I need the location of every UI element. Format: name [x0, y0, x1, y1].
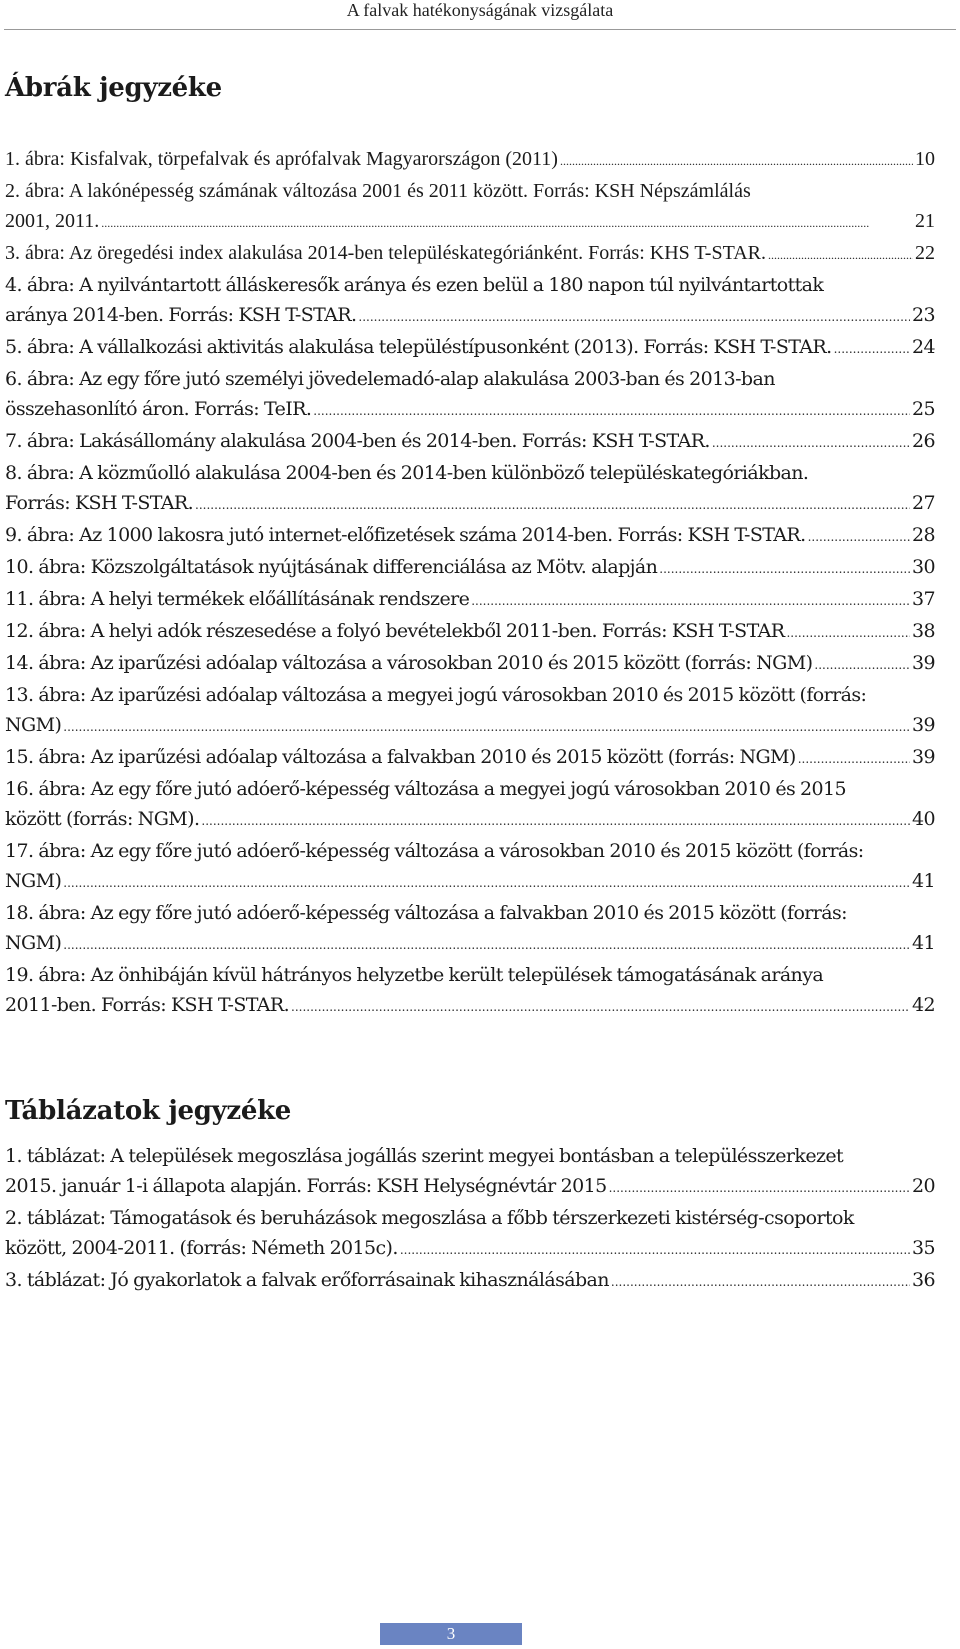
figure-entry[interactable]	[5, 332, 935, 364]
figure-entry-title: 4. ábra: A nyilvántartott álláskeresők aránya és ezen belül a 180 napon túl nyilvántartottak	[5, 274, 824, 296]
figure-entry[interactable]	[5, 364, 935, 426]
dot-leader	[798, 744, 910, 774]
dot-leader	[313, 396, 910, 426]
figure-entry[interactable]	[5, 458, 935, 520]
figure-entry-title-end: 10. ábra: Közszolgáltatások nyújtásának differenciálása az Mötv. alapján	[5, 552, 659, 582]
figure-entry[interactable]	[5, 960, 935, 1022]
dot-leader	[814, 650, 910, 680]
page-number-badge	[380, 1623, 522, 1645]
figure-entry-title-end: 15. ábra: Az iparűzési adóalap változása a falvakban 2010 és 2015 között (forrás: NGM)	[5, 742, 798, 772]
dot-leader	[834, 334, 910, 364]
figure-entry-page-number: 41	[912, 870, 935, 892]
table-entry-page-number: 36	[912, 1269, 935, 1291]
figure-entry[interactable]	[5, 836, 935, 898]
figure-entry[interactable]	[5, 648, 935, 680]
figure-entry-title: 8. ábra: A közműolló alakulása 2004-ben és 2014-ben különböző településkategóriákban.	[5, 462, 809, 484]
figure-entry-title-end: NGM)	[5, 710, 63, 740]
figure-entry-title-end: 12. ábra: A helyi adók részesedése a folyó bevételekből 2011-ben. Forrás: KSH T-STAR	[5, 616, 786, 646]
figure-entry[interactable]	[5, 552, 935, 584]
dot-leader	[63, 712, 910, 742]
running-title: A falvak hatékonyságának vizsgálata	[346, 0, 614, 20]
tables-list	[5, 1141, 935, 1297]
figure-entry-page-number: 25	[912, 398, 935, 420]
figure-entry[interactable]	[5, 426, 935, 458]
dot-leader	[400, 1235, 910, 1265]
table-entry-page-number: 20	[912, 1175, 935, 1197]
running-header	[0, 0, 960, 30]
figure-entry-title-end: 14. ábra: Az iparűzési adóalap változása a városokban 2010 és 2015 között (forrás: NGM)	[5, 648, 814, 678]
figure-entry-title-end: 3. ábra: Az öregedési index alakulása 2014-ben településkategóriánként. Forrás: KHS T-STAR.	[5, 238, 768, 268]
figure-entry[interactable]	[5, 680, 935, 742]
figure-entry-title-end: aránya 2014-ben. Forrás: KSH T-STAR.	[5, 300, 358, 330]
figures-list	[5, 144, 935, 1022]
dot-leader	[358, 302, 910, 332]
figure-entry-page-number: 27	[912, 492, 935, 514]
dot-leader	[101, 208, 913, 238]
dot-leader	[291, 992, 910, 1022]
figure-entry[interactable]	[5, 774, 935, 836]
figure-entry-title-end: 5. ábra: A vállalkozási aktivitás alakulása településtípusonként (2013). Forrás: KSH T-STAR.	[5, 332, 834, 362]
figure-entry-page-number: 30	[912, 556, 935, 578]
figure-entry[interactable]	[5, 898, 935, 960]
dot-leader	[63, 868, 910, 898]
figure-entry-page-number: 37	[912, 588, 935, 610]
figure-entry-page-number: 21	[915, 210, 935, 232]
tables-list-heading: Táblázatok jegyzéke	[5, 1096, 292, 1126]
figure-entry[interactable]	[5, 616, 935, 648]
table-entry[interactable]	[5, 1265, 935, 1297]
dot-leader	[560, 146, 913, 176]
figure-entry-page-number: 28	[912, 524, 935, 546]
figure-entry[interactable]	[5, 742, 935, 774]
dot-leader	[201, 806, 910, 836]
table-entry-page-number: 35	[912, 1237, 935, 1259]
table-entry-title-end: 2015. január 1-i állapota alapján. Forrás: KSH Helységnévtár 2015	[5, 1171, 609, 1201]
figure-entry-title-end: 2011-ben. Forrás: KSH T-STAR.	[5, 990, 291, 1020]
figure-entry-title-end: 2001, 2011.	[5, 206, 101, 236]
page-number: 3	[446, 1624, 456, 1643]
figure-entry-title-end: 1. ábra: Kisfalvak, törpefalvak és aprófalvak Magyarországon (2011)	[5, 144, 560, 174]
table-entry-title-end: 3. táblázat: Jó gyakorlatok a falvak erőforrásainak kihasználásában	[5, 1265, 611, 1295]
figure-entry-page-number: 24	[912, 336, 935, 358]
dot-leader	[712, 428, 910, 458]
figure-entry-title-end: NGM)	[5, 928, 63, 958]
table-entry[interactable]	[5, 1141, 935, 1203]
figure-entry-title: 13. ábra: Az iparűzési adóalap változása a megyei jogú városokban 2010 és 2015 között (forrás:	[5, 684, 867, 706]
dot-leader	[768, 240, 913, 270]
figure-entry[interactable]	[5, 144, 935, 176]
dot-leader	[611, 1267, 910, 1297]
figure-entry-title-end: 7. ábra: Lakásállomány alakulása 2004-ben és 2014-ben. Forrás: KSH T-STAR.	[5, 426, 712, 456]
table-entry[interactable]	[5, 1203, 935, 1265]
figure-entry-page-number: 41	[912, 932, 935, 954]
table-entry-title: 2. táblázat: Támogatások és beruházások megoszlása a főbb térszerkezeti kistérség-csoportok	[5, 1207, 854, 1229]
figure-entry[interactable]	[5, 270, 935, 332]
figure-entry-page-number: 38	[912, 620, 935, 642]
table-entry-title: 1. táblázat: A települések megoszlása jogállás szerint megyei bontásban a településszerkezet	[5, 1145, 844, 1167]
figure-entry[interactable]	[5, 584, 935, 616]
dot-leader	[471, 586, 910, 616]
dot-leader	[786, 618, 910, 648]
figure-entry[interactable]	[5, 238, 935, 270]
dot-leader	[609, 1173, 910, 1203]
figure-entry-page-number: 26	[912, 430, 935, 452]
figure-entry-title: 6. ábra: Az egy főre jutó személyi jövedelemadó-alap alakulása 2003-ban és 2013-ban	[5, 368, 775, 390]
figure-entry-page-number: 39	[912, 652, 935, 674]
figure-entry-page-number: 40	[912, 808, 935, 830]
figure-entry-title-end: 11. ábra: A helyi termékek előállításának rendszere	[5, 584, 471, 614]
header-divider	[4, 29, 956, 30]
figure-entry-title-end: összehasonlító áron. Forrás: TeIR.	[5, 394, 313, 424]
figure-entry-title: 2. ábra: A lakónépesség számának változása 2001 és 2011 között. Forrás: KSH Népszámlálás	[5, 180, 751, 202]
figure-entry-page-number: 10	[915, 148, 935, 170]
figure-entry-title-end: 9. ábra: Az 1000 lakosra jutó internet-előfizetések száma 2014-ben. Forrás: KSH T-STAR.	[5, 520, 808, 550]
dot-leader	[659, 554, 910, 584]
figure-entry-title-end: között (forrás: NGM).	[5, 804, 201, 834]
figure-entry[interactable]	[5, 520, 935, 552]
figure-entry-title: 18. ábra: Az egy főre jutó adóerő-képesség változása a falvakban 2010 és 2015 között (forrás:	[5, 902, 847, 924]
figure-entry-title-end: Forrás: KSH T-STAR.	[5, 488, 195, 518]
figure-entry-page-number: 39	[912, 746, 935, 768]
figures-list-heading: Ábrák jegyzéke	[5, 73, 222, 103]
figure-entry-title: 17. ábra: Az egy főre jutó adóerő-képesség változása a városokban 2010 és 2015 között (forrás:	[5, 840, 864, 862]
figure-entry[interactable]	[5, 176, 935, 238]
figure-entry-title: 16. ábra: Az egy főre jutó adóerő-képesség változása a megyei jogú városokban 2010 és 2015	[5, 778, 847, 800]
table-entry-title-end: között, 2004-2011. (forrás: Németh 2015c).	[5, 1233, 400, 1263]
dot-leader	[63, 930, 910, 960]
figure-entry-title-end: NGM)	[5, 866, 63, 896]
figure-entry-page-number: 22	[915, 242, 935, 264]
figure-entry-page-number: 42	[912, 994, 935, 1016]
figure-entry-page-number: 39	[912, 714, 935, 736]
dot-leader	[808, 522, 910, 552]
figure-entry-title: 19. ábra: Az önhibáján kívül hátrányos helyzetbe került települések támogatásának aránya	[5, 964, 824, 986]
figure-entry-page-number: 23	[912, 304, 935, 326]
dot-leader	[195, 490, 910, 520]
